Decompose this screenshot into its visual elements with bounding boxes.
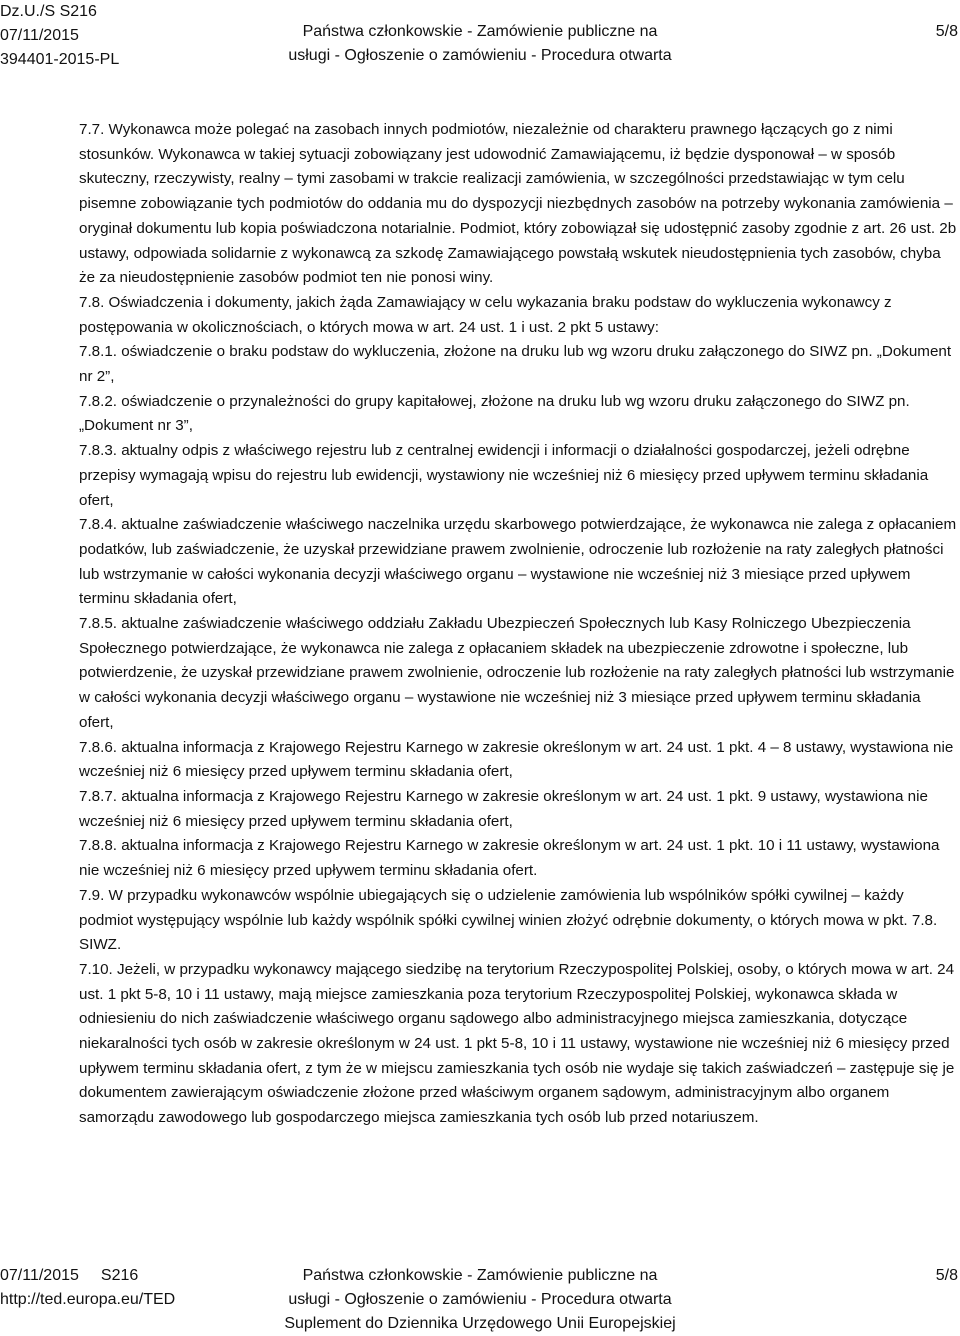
- paragraph-7-8-5: 7.8.5. aktualne zaświadczenie właściwego oddziału Zakładu Ubezpieczeń Społecznych lub Kasy Rolniczego Ubezpieczenia Społecznego potwierdzające, że wykonawca nie zalega z opłacaniem składek na ubezpieczenie zdrowotne i społeczne, lub potwierdzenie, że uzyskał przewidziane prawem zwolnienie, odroczenie lub rozłożenie na raty zaległych płatności lub wstrzymanie w całości wykonania decyzji właściwego organu – wystawione nie wcześniej niż 3 miesiące przed upływem terminu składania ofert,: [79, 615, 955, 731]
- footer-title-line-2: usługi - Ogłoszenie o zamówieniu - Procedura otwarta: [288, 1291, 672, 1308]
- header-title-line-1: Państwa członkowskie - Zamówienie publiczne na: [302, 23, 658, 40]
- paragraph-7-8-3: 7.8.3. aktualny odpis z właściwego rejestru lub z centralnej ewidencji i informacji o działalności gospodarczej, jeżeli odrębne przepisy wymagają wpisu do rejestru lub ewidencji, wystawiony nie wcześniej niż 6 miesięcy przed upływem terminu składania ofert,: [79, 442, 929, 509]
- header-title-line-2: usługi - Ogłoszenie o zamówieniu - Procedura otwarta: [288, 47, 672, 64]
- paragraph-7-8-8: 7.8.8. aktualna informacja z Krajowego Rejestru Karnego w zakresie określonym w art. 24 ust. 1 pkt. 10 i 11 ustawy, wystawiona nie wcześniej niż 6 miesięcy przed upływem terminu składania ofert.: [79, 837, 940, 880]
- paragraph-7-7: 7.7. Wykonawca może polegać na zasobach innych podmiotów, niezależnie od charakteru prawnego łączących go z nimi stosunków. Wykonawca w takiej sytuacji zobowiązany jest udowodnić Zamawiającemu, iż będzie dysponował – w sposób skuteczny, rzeczywisty, realny – tymi zasobami w trakcie realizacji zamówienia, w szczególności przedstawiając w tym celu pisemne zobowiązanie tych podmiotów do oddania mu do dyspozycji niezbędnych zasobów na potrzeby wykonania zamówienia – oryginał dokumentu lub kopia poświadczona notarialnie. Podmiot, który zobowiązał się udostępnić zasoby zgodnie z art. 26 ust. 2b ustawy, odpowiada solidarnie z wykonawcą za szkodę Zamawiającego powstałą wskutek nieudostępnienia tych zasobów, chyba że za nieudostępnienie zasobów podmiot ten nie ponosi winy.: [79, 121, 957, 287]
- footer-title-block: [0, 1264, 960, 1336]
- header-title-block: [0, 20, 960, 68]
- header-page-number: 5/8: [935, 23, 958, 40]
- paragraph-7-8-1: 7.8.1. oświadczenie o braku podstaw do wykluczenia, złożone na druku lub wg wzoru druku załączonego do SIWZ pn. „Dokument nr 2”,: [79, 343, 952, 386]
- header-date: 07/11/2015: [0, 27, 79, 44]
- footer-code: S216: [100, 1267, 139, 1284]
- journal-reference: Dz.U./S S216: [0, 3, 97, 20]
- footer-url: http://ted.europa.eu/TED: [0, 1291, 176, 1308]
- footer-supplement-line: Suplement do Dziennika Urzędowego Unii Europejskiej: [284, 1315, 676, 1332]
- footer-page-number: 5/8: [935, 1267, 958, 1284]
- footer-title-line-1: Państwa członkowskie - Zamówienie publiczne na: [302, 1267, 658, 1284]
- paragraph-7-8-2: 7.8.2. oświadczenie o przynależności do grupy kapitałowej, złożone na druku lub wg wzoru druku załączonego do SIWZ pn. „Dokument nr 3”,: [79, 392, 910, 435]
- paragraph-7-8-6: 7.8.6. aktualna informacja z Krajowego Rejestru Karnego w zakresie określonym w art. 24 ust. 1 pkt. 4 – 8 ustawy, wystawiona nie wcześniej niż 6 miesięcy przed upływem terminu składania ofert,: [79, 738, 954, 781]
- paragraph-7-8-7: 7.8.7. aktualna informacja z Krajowego Rejestru Karnego w zakresie określonym w art. 24 ust. 1 pkt. 9 ustawy, wystawiona nie wcześniej niż 6 miesięcy przed upływem terminu składania ofert,: [79, 787, 928, 830]
- paragraph-7-9: 7.9. W przypadku wykonawców wspólnie ubiegających się o udzielenie zamówienia lub wspólników spółki cywilnej – każdy podmiot występujący wspólnie lub każdy wspólnik spółki cywilnej winien złożyć odrębnie dokumenty, o których mowa w pkt. 7.8. SIWZ.: [79, 886, 938, 954]
- paragraph-7-8: 7.8. Oświadczenia i dokumenty, jakich żąda Zamawiający w celu wykazania braku podstaw do wykluczenia wykonawcy z postępowania w okolicznościach, o których mowa w art. 24 ust. 1 i ust. 2 pkt 5 ustawy:: [79, 293, 892, 336]
- document-body: [79, 118, 957, 1131]
- notice-number: 394401-2015-PL: [0, 51, 120, 68]
- paragraph-7-10: 7.10. Jeżeli, w przypadku wykonawcy mającego siedzibę na terytorium Rzeczypospolitej Polskiej, osoby, o których mowa w art. 24 ust. 1 pkt 5-8, 10 i 11 ustawy, mają miejsce zamieszkania poza terytorium Rzeczypospolitej Polskiej, wykonawca składa w odniesieniu do nich zaświadczenie właściwego organu sądowego albo administracyjnego miejsca zamieszkania, dotyczące niekaralności tych osób w zakresie określonym w 24 ust. 1 pkt 5-8, 10 i 11 ustawy, wystawione nie wcześniej niż 6 miesięcy przed upływem terminu składania ofert, z tym że w miejscu zamieszkania tych osób nie wydaje się takich zaświadczeń – zastępuje się je dokumentem zawierającym oświadczenie złożone przed właściwym organem sądowym, administracyjnym albo organem samorządu zawodowego lub gospodarczego miejsca zamieszkania tych osób lub przed notariuszem.: [79, 960, 955, 1127]
- footer-date: 07/11/2015: [0, 1267, 79, 1284]
- paragraph-7-8-4: 7.8.4. aktualne zaświadczenie właściwego naczelnika urzędu skarbowego potwierdzające, że wykonawca nie zalega z opłacaniem podatków, lub zaświadczenie, że uzyskał przewidziane prawem zwolnienie, odroczenie lub rozłożenie na raty zaległych płatności lub wstrzymanie w całości wykonania decyzji właściwego organu – wystawione nie wcześniej niż 3 miesiące przed upływem terminu składania ofert,: [79, 516, 957, 608]
